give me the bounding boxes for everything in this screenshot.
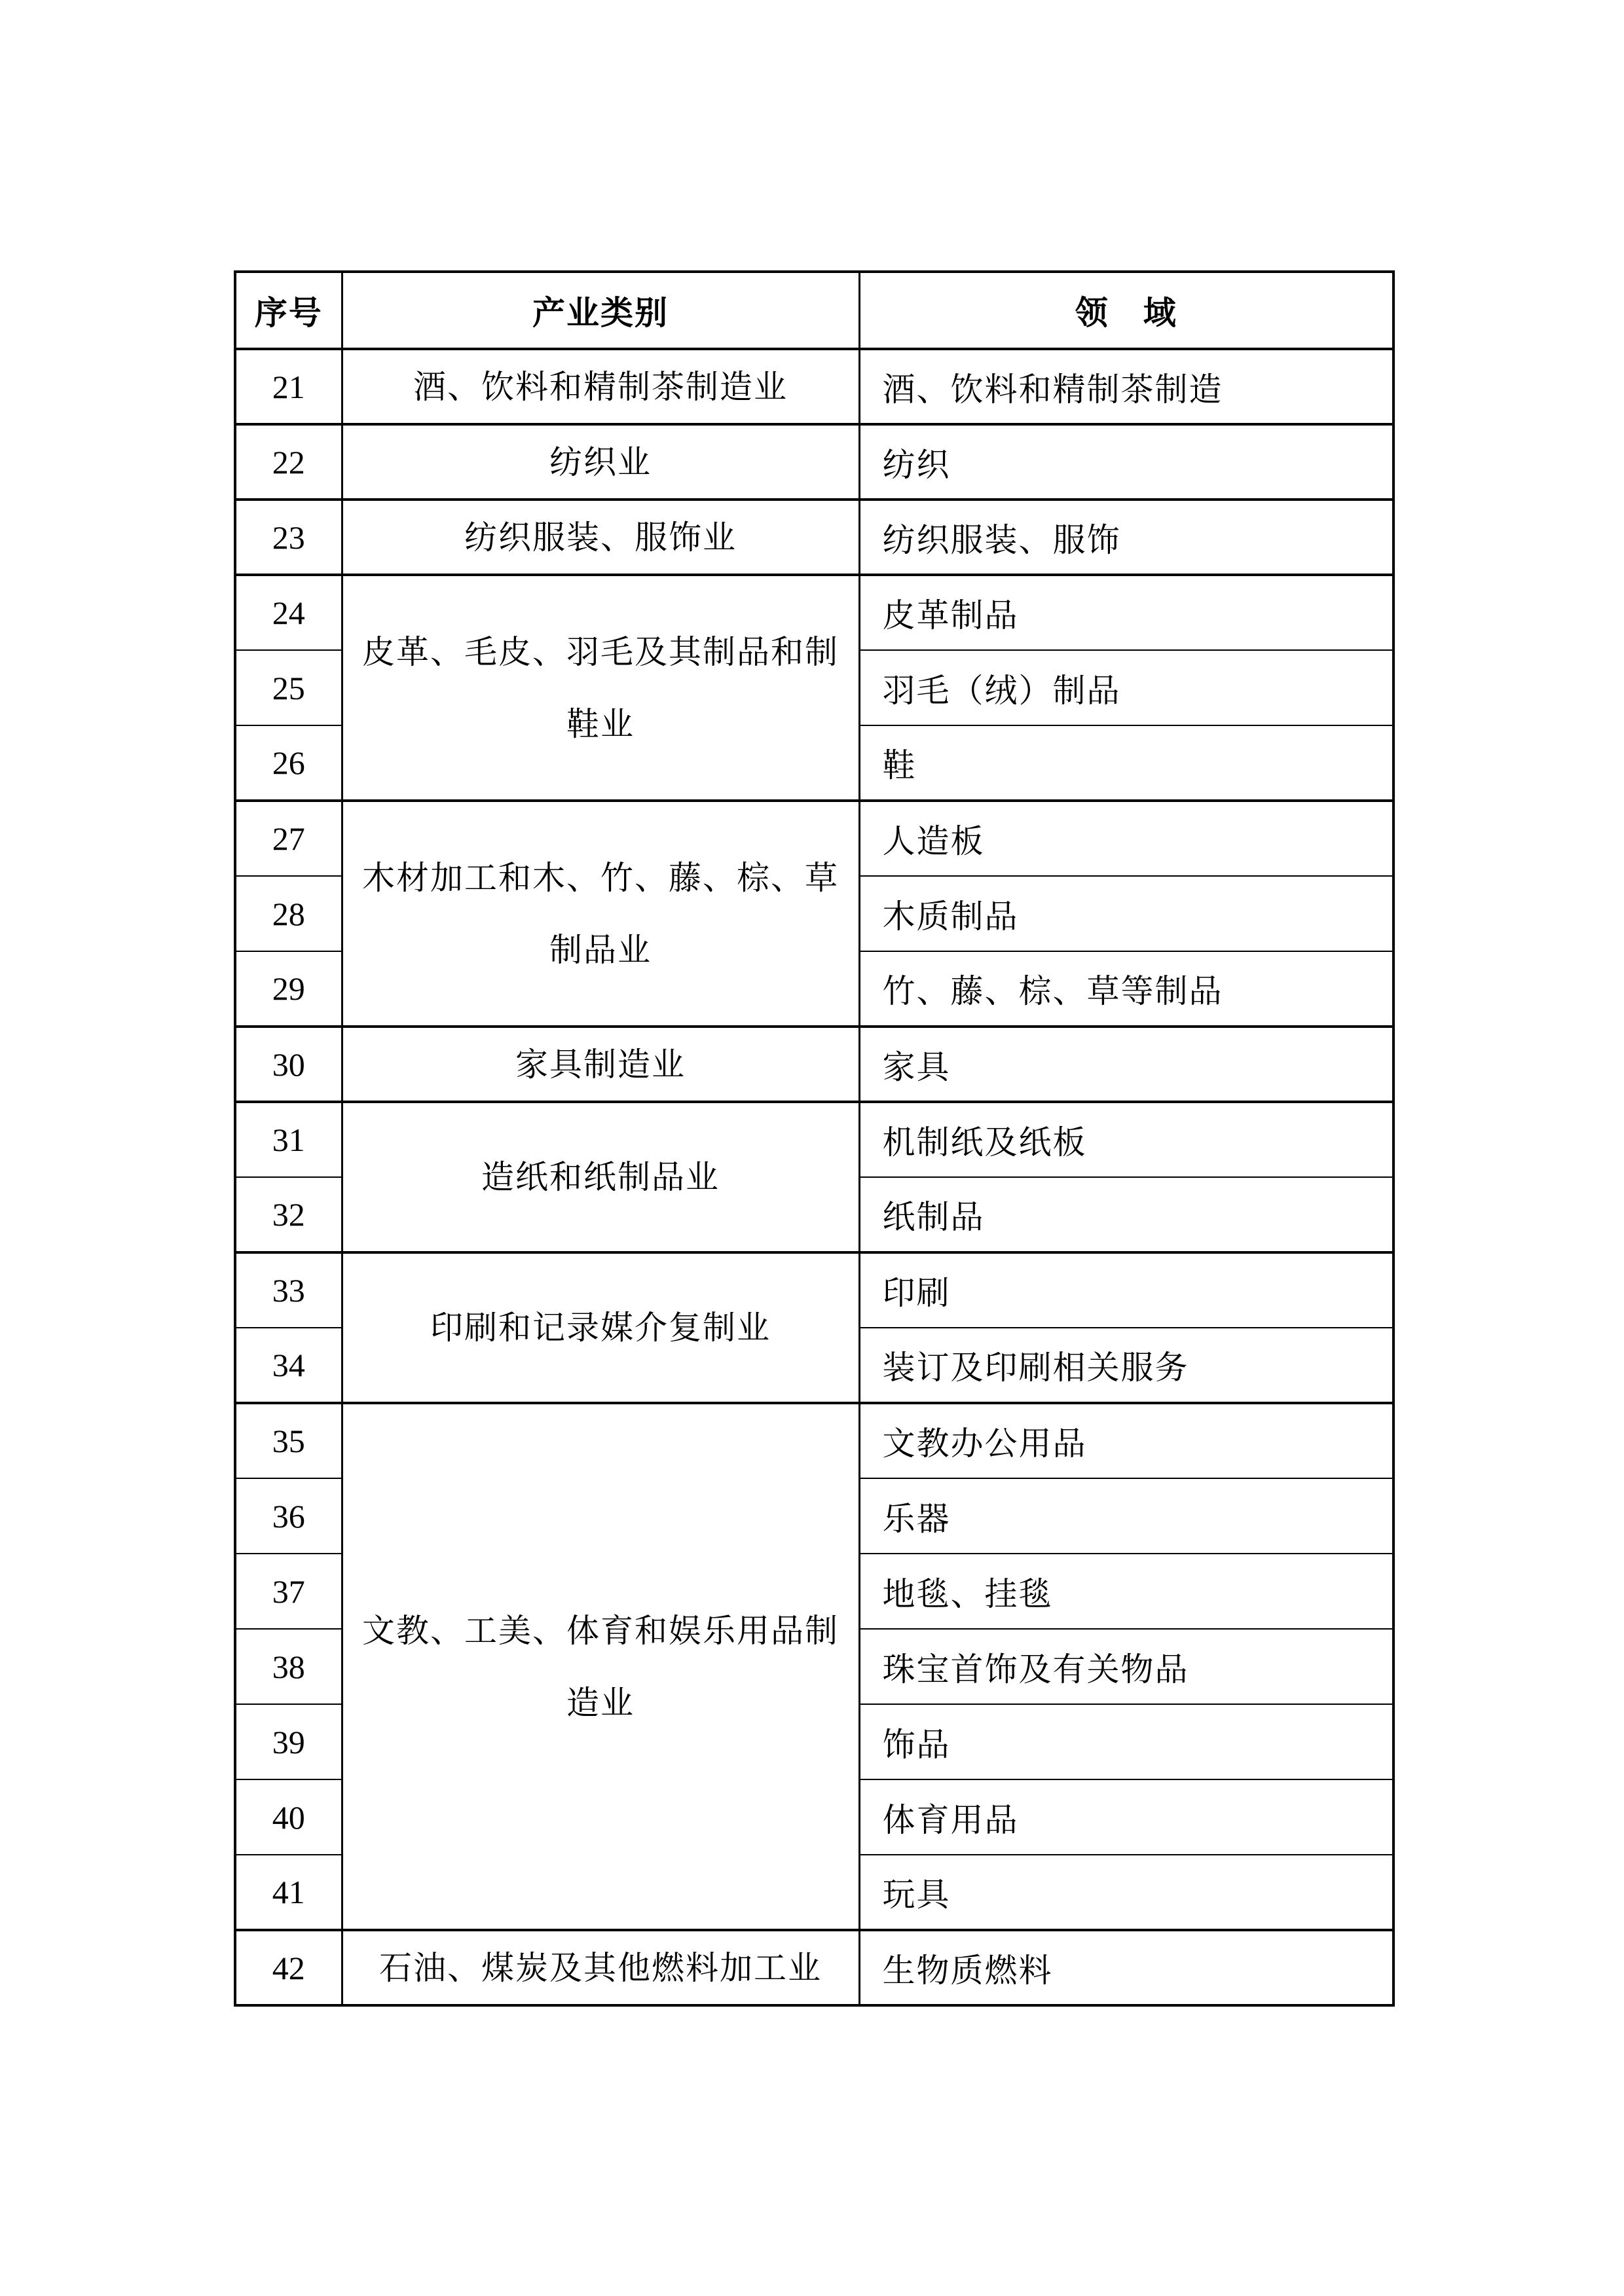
table-row	[235, 500, 1393, 575]
table-row	[235, 575, 1393, 650]
table-row	[235, 1403, 1393, 1478]
table-header	[235, 272, 1393, 349]
table-row	[235, 801, 1393, 876]
field-cell: 装订及印刷相关服务	[859, 1328, 1393, 1403]
row-number-cell: 40	[235, 1779, 342, 1855]
row-number-cell: 24	[235, 575, 342, 650]
field-cell: 皮革制品	[859, 575, 1393, 650]
col-header-industry-category: 产业类别	[342, 272, 859, 349]
row-number-cell: 37	[235, 1554, 342, 1629]
field-cell: 地毯、挂毯	[859, 1554, 1393, 1629]
row-number-cell: 35	[235, 1403, 342, 1478]
row-number-cell: 27	[235, 801, 342, 876]
category-cell: 石油、煤炭及其他燃料加工业	[342, 1930, 859, 2005]
col-header-serial-number: 序号	[235, 272, 342, 349]
row-number-cell: 38	[235, 1629, 342, 1704]
row-number-cell: 30	[235, 1027, 342, 1102]
field-cell: 家具	[859, 1027, 1393, 1102]
field-cell: 玩具	[859, 1855, 1393, 1930]
table-body	[235, 349, 1393, 2005]
row-number-cell: 39	[235, 1704, 342, 1779]
row-number-cell: 22	[235, 424, 342, 500]
category-cell: 文教、工美、体育和娱乐用品制造业	[342, 1403, 859, 1930]
field-cell: 人造板	[859, 801, 1393, 876]
table-row	[235, 1252, 1393, 1328]
field-cell: 鞋	[859, 725, 1393, 801]
category-cell: 木材加工和木、竹、藤、棕、草制品业	[342, 801, 859, 1027]
field-cell: 酒、饮料和精制茶制造	[859, 349, 1393, 424]
row-number-cell: 33	[235, 1252, 342, 1328]
field-cell: 生物质燃料	[859, 1930, 1393, 2005]
row-number-cell: 29	[235, 951, 342, 1027]
row-number-cell: 32	[235, 1177, 342, 1252]
table-row	[235, 349, 1393, 424]
table-row	[235, 1102, 1393, 1177]
row-number-cell: 25	[235, 650, 342, 725]
row-number-cell: 21	[235, 349, 342, 424]
category-cell: 纺织业	[342, 424, 859, 500]
row-number-cell: 42	[235, 1930, 342, 2005]
industry-category-table	[234, 270, 1395, 2007]
field-cell: 体育用品	[859, 1779, 1393, 1855]
category-cell: 酒、饮料和精制茶制造业	[342, 349, 859, 424]
field-cell: 乐器	[859, 1478, 1393, 1554]
field-cell: 竹、藤、棕、草等制品	[859, 951, 1393, 1027]
row-number-cell: 36	[235, 1478, 342, 1554]
category-cell: 皮革、毛皮、羽毛及其制品和制鞋业	[342, 575, 859, 801]
field-cell: 纸制品	[859, 1177, 1393, 1252]
row-number-cell: 26	[235, 725, 342, 801]
field-cell: 木质制品	[859, 876, 1393, 951]
field-cell: 机制纸及纸板	[859, 1102, 1393, 1177]
table-row	[235, 424, 1393, 500]
field-cell: 纺织	[859, 424, 1393, 500]
header-row	[235, 272, 1393, 349]
table-row	[235, 1027, 1393, 1102]
category-cell: 纺织服装、服饰业	[342, 500, 859, 575]
category-cell: 造纸和纸制品业	[342, 1102, 859, 1252]
field-cell: 羽毛（绒）制品	[859, 650, 1393, 725]
field-cell: 文教办公用品	[859, 1403, 1393, 1478]
field-cell: 纺织服装、服饰	[859, 500, 1393, 575]
row-number-cell: 34	[235, 1328, 342, 1403]
field-cell: 珠宝首饰及有关物品	[859, 1629, 1393, 1704]
row-number-cell: 28	[235, 876, 342, 951]
field-cell: 饰品	[859, 1704, 1393, 1779]
category-cell: 印刷和记录媒介复制业	[342, 1252, 859, 1403]
row-number-cell: 31	[235, 1102, 342, 1177]
col-header-field: 领 域	[859, 272, 1393, 349]
row-number-cell: 41	[235, 1855, 342, 1930]
row-number-cell: 23	[235, 500, 342, 575]
table-row	[235, 1930, 1393, 2005]
field-cell: 印刷	[859, 1252, 1393, 1328]
category-cell: 家具制造业	[342, 1027, 859, 1102]
